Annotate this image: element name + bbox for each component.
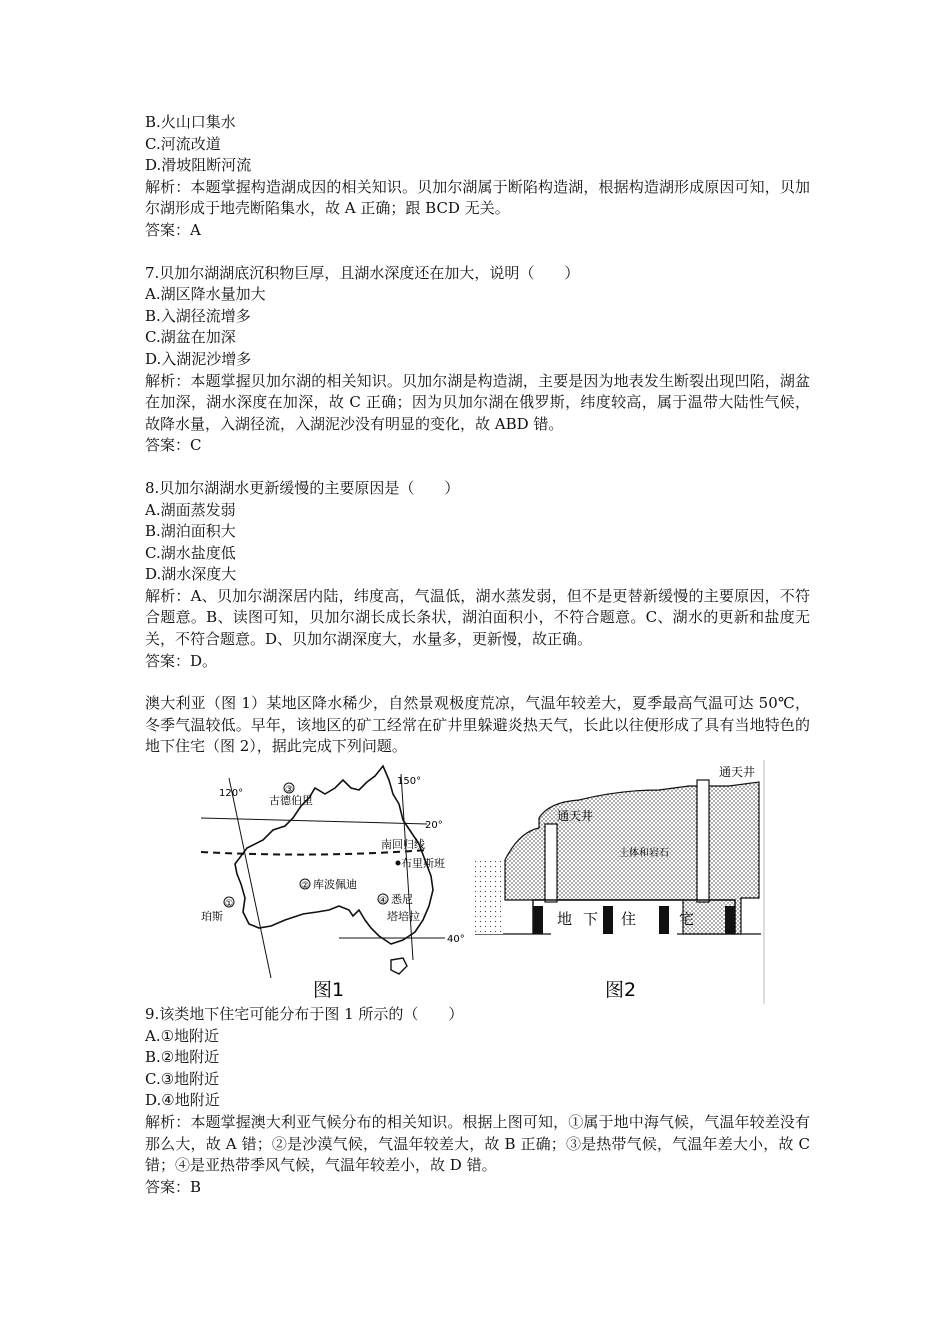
pillar-2 <box>603 906 613 934</box>
q9-option-b: B.②地附近 <box>145 1048 220 1067</box>
australia-intro: 澳大利亚（图 1）某地区降水稀少，自然景观极度荒凉，气温年较差大，夏季最高气温可达 50℃，冬季气温较低。早年，该地区的矿工经常在矿井里躲避炎热天气，长此以往便形成了具有当地特色的地下住宅（图 2），据此完成下列问题。 <box>145 694 810 756</box>
label-tropic: 南回归线 <box>381 838 425 852</box>
q9-stem: 9.该类地下住宅可能分布于图 1 所示的（ ） <box>145 1005 464 1024</box>
fig1-caption: 图1 <box>313 979 345 1002</box>
fig2-caption: 图2 <box>605 979 637 1002</box>
q6-option-b: B.火山口集水 <box>145 113 236 131</box>
q9-answer: 答案：B <box>145 1177 202 1196</box>
q9-analysis: 解析：本题掌握澳大利亚气候分布的相关知识。根据上图可知，①属于地中海气候，气温年较差没有那么大，故 A 错；②是沙漠气候，气温年较差大，故 B 正确；③是热带气候，气温年差大小，故 C 错；④是亚热带季风气候，气温年较差小，故 D 错。 <box>145 1113 810 1175</box>
q7-option-d: D.入湖泥沙增多 <box>145 349 252 368</box>
label-lon-150: 150° <box>397 776 422 788</box>
figure-australia-underground-house <box>189 760 766 1004</box>
dot-brisbane <box>396 861 401 866</box>
q6-option-c: C.河流改道 <box>145 134 221 153</box>
marker-1: ① <box>225 899 234 910</box>
q8-answer: 答案：D。 <box>145 651 218 670</box>
label-skylight-right: 通天井 <box>719 765 756 780</box>
marker-2: ② <box>301 881 310 892</box>
skylight-shaft-right <box>697 780 709 902</box>
label-perth: 珀斯 <box>201 910 223 924</box>
pillar-3 <box>659 906 669 934</box>
q7-option-c: C.湖盆在加深 <box>145 328 236 347</box>
house-char-3: 住 <box>621 910 637 929</box>
label-north-town: 古德伯里 <box>269 794 313 808</box>
q8-stem: 8.贝加尔湖湖水更新缓慢的主要原因是（ ） <box>145 478 460 497</box>
label-lon-120: 120° <box>219 788 244 800</box>
q7-stem: 7.贝加尔湖湖底沉积物巨厚，且湖水深度还在加大，说明（ ） <box>145 263 580 282</box>
house-char-4: 宅 <box>679 910 695 929</box>
left-cliff <box>475 860 503 934</box>
q7-analysis: 解析：本题掌握贝加尔湖的相关知识。贝加尔湖是构造湖，主要是因为地表发生断裂出现凹陷，湖盆在加深，湖水深度在加深，故 C 正确；因为贝加尔湖在俄罗斯，纬度较高，属于温带大陆性气候，故降水量，入湖径流，入湖泥沙没有明显的变化，故 ABD 错。 <box>145 371 810 433</box>
house-char-2: 下 <box>583 910 599 929</box>
q9-option-a: A.①地附近 <box>145 1026 220 1045</box>
pillar-4 <box>725 906 735 934</box>
label-lat-20: 20° <box>425 820 443 832</box>
house-char-1: 地 <box>557 910 573 929</box>
label-tapera: 塔培拉 <box>387 910 420 924</box>
q6-option-d: D.滑坡阻断河流 <box>145 156 252 175</box>
document-page <box>145 112 810 1198</box>
q9-option-d: D.④地附近 <box>145 1091 220 1110</box>
label-lat-40: 40° <box>447 934 465 946</box>
q7-option-a: A.湖区降水量加大 <box>145 285 266 304</box>
label-sydney: 悉尼 <box>391 893 413 907</box>
label-brisbane: 布里斯班 <box>401 857 445 871</box>
marker-3: ③ <box>285 785 294 796</box>
q9-option-c: C.③地附近 <box>145 1069 220 1088</box>
q8-option-a: A.湖面蒸发弱 <box>145 500 236 519</box>
pillar-1 <box>533 906 543 934</box>
label-soil-rock: 土体和岩石 <box>619 848 669 860</box>
skylight-shaft-left <box>545 824 557 902</box>
q8-option-b: B.湖泊面积大 <box>145 522 236 541</box>
q6-answer: 答案：A <box>145 220 201 239</box>
q7-answer: 答案：C <box>145 436 202 455</box>
q8-option-c: C.湖水盐度低 <box>145 543 236 562</box>
label-coober-pedy: 库波佩迪 <box>313 878 357 892</box>
q8-analysis: 解析：A、贝加尔湖深居内陆，纬度高，气温低，湖水蒸发弱，但不是更替新缓慢的主要原因，不符合题意。B、读图可知，贝加尔湖长成长条状，湖泊面积小，不符合题意。C、湖水的更新和盐度无关，不符合题意。D、贝加尔湖深度大，水量多，更新慢，故正确。 <box>145 586 810 649</box>
marker-4: ④ <box>379 896 388 907</box>
label-skylight-left: 通天井 <box>557 809 594 824</box>
q6-analysis: 解析：本题掌握构造湖成因的相关知识。贝加尔湖属于断陷构造湖，根据构造湖形成原因可知，贝加尔湖形成于地壳断陷集水，故 A 正确；跟 BCD 无关。 <box>145 177 810 218</box>
q8-option-d: D.湖水深度大 <box>145 565 237 584</box>
q7-option-b: B.入湖径流增多 <box>145 306 251 325</box>
